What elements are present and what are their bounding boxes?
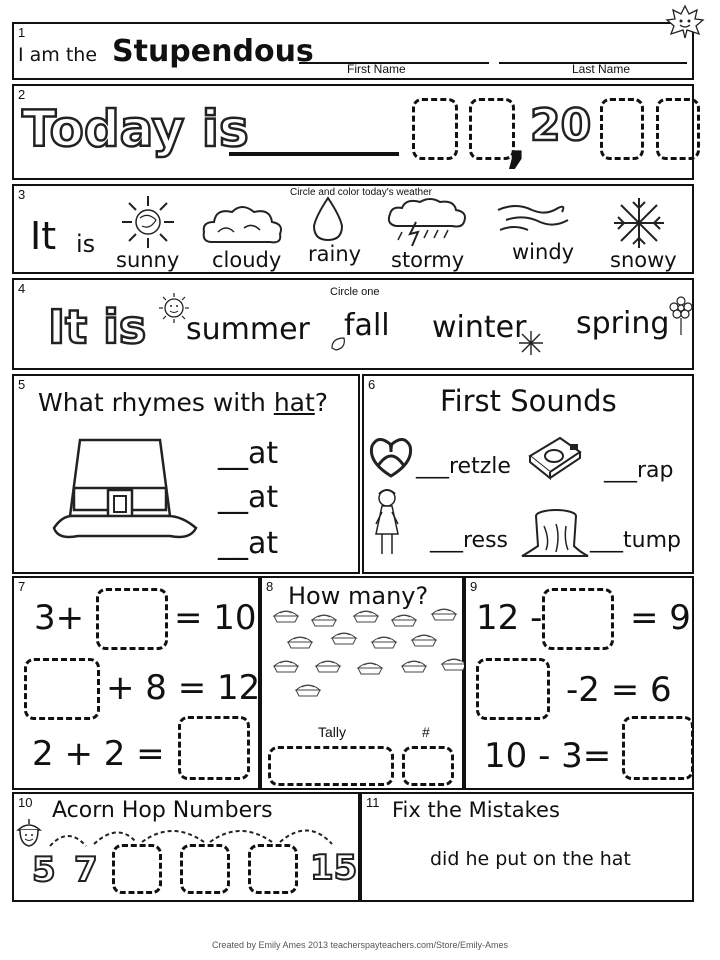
fix-mistakes-sentence[interactable]: did he put on the hat [430, 848, 631, 870]
season-instruction: Circle one [330, 286, 380, 298]
rhyme-question-suffix: ? [314, 388, 329, 417]
pie-icon [432, 609, 456, 620]
section-season [12, 278, 694, 370]
section-number: 6 [368, 377, 376, 392]
eq2-box[interactable] [24, 658, 100, 720]
pie-icon [402, 661, 426, 672]
pie-icon [354, 611, 378, 622]
eq6-box[interactable] [622, 716, 694, 780]
it-is-heading: It is [48, 300, 147, 354]
tally-label: Tally [318, 724, 347, 740]
season-fall[interactable]: fall [344, 308, 390, 343]
pie-icon [316, 661, 340, 672]
section-math-add [12, 576, 260, 790]
section-number: 7 [18, 579, 26, 594]
sun-icon [116, 194, 180, 250]
footer-credit: Created by Emily Ames 2013 teacherspayteachers.com/Store/Emily-Ames [211, 940, 509, 950]
small-snowflake-icon [518, 330, 544, 356]
pie-icon [274, 661, 298, 672]
year-box-1[interactable] [600, 98, 644, 160]
weather-snowy[interactable]: snowy [610, 248, 677, 272]
cloud-icon [200, 202, 284, 246]
weather-sunny[interactable]: sunny [116, 248, 180, 272]
year-prefix: 20 [530, 100, 592, 151]
pie-icon [274, 611, 298, 622]
weather-stormy[interactable]: stormy [391, 248, 465, 272]
hop-number-15: 15 [310, 848, 358, 888]
pie-icon [392, 615, 416, 626]
rhyme-target-word: hat [273, 388, 315, 417]
sound-blank-trap[interactable]: ___rap [604, 458, 674, 483]
first-sounds-title: First Sounds [440, 384, 617, 418]
eq4-box[interactable] [542, 588, 614, 650]
year-box-2[interactable] [656, 98, 700, 160]
pilgrim-hat-icon [50, 436, 200, 546]
section-how-many [260, 576, 464, 790]
eq5-box[interactable] [476, 658, 550, 720]
day-name-line[interactable] [229, 152, 399, 156]
small-leaf-icon [330, 336, 348, 352]
section-date [12, 84, 694, 180]
sound-blank-pretzel[interactable]: ___retzle [416, 454, 511, 479]
section-number: 4 [18, 281, 26, 296]
pie-icon [296, 685, 320, 696]
count-label: # [422, 724, 430, 740]
weather-cloudy[interactable]: cloudy [212, 248, 282, 272]
wind-icon [496, 200, 574, 234]
rhyme-blank-2[interactable]: __at [218, 480, 279, 515]
is-word: is [76, 230, 96, 258]
pie-icon [288, 637, 312, 648]
section-name [12, 22, 694, 80]
section-acorn-hop [12, 792, 360, 902]
sun-face-icon [158, 292, 190, 324]
eq3-box[interactable] [178, 716, 250, 780]
eq1-box[interactable] [96, 588, 168, 650]
hop-number-5: 5 [32, 850, 56, 890]
eq5-right: -2 = 6 [566, 670, 672, 710]
stupendous-word: Stupendous [112, 34, 314, 69]
tree-stump-icon [520, 506, 590, 558]
hop-number-7: 7 [74, 850, 98, 890]
fix-mistakes-title: Fix the Mistakes [392, 798, 560, 822]
section-number: 10 [18, 795, 33, 810]
pie-icon [358, 663, 382, 674]
eq2-right: + 8 = 12 [106, 668, 261, 708]
acorn-icon [14, 818, 44, 848]
pie-icon [412, 635, 436, 646]
rhyme-blank-1[interactable]: __at [218, 436, 279, 471]
section-number: 11 [366, 795, 380, 810]
today-is-heading: Today is [22, 100, 249, 158]
weather-rainy[interactable]: rainy [308, 242, 362, 266]
hop-arcs [14, 794, 362, 904]
sound-blank-dress[interactable]: ___ress [430, 528, 509, 553]
section-number: 1 [18, 25, 26, 40]
section-number: 5 [18, 377, 26, 392]
season-spring[interactable]: spring [576, 306, 670, 341]
section-number: 2 [18, 87, 26, 102]
date-comma: , [506, 110, 528, 175]
section-number: 3 [18, 187, 26, 202]
last-name-label: Last Name [572, 62, 631, 76]
leaf-icon [665, 4, 705, 40]
mousetrap-icon [526, 430, 584, 478]
season-summer[interactable]: summer [186, 312, 310, 347]
pie-icon [332, 633, 356, 644]
it-word: It [30, 214, 57, 258]
eq3-left: 2 + 2 = [32, 734, 165, 774]
rhyme-blank-3[interactable]: __at [218, 526, 279, 561]
rhyme-question [38, 388, 328, 417]
season-winter[interactable]: winter [432, 310, 527, 345]
pie-icon [442, 659, 466, 670]
how-many-title: How many? [288, 582, 429, 610]
pie-icon [372, 637, 396, 648]
section-math-subtract [464, 576, 694, 790]
raindrop-icon [310, 196, 346, 242]
pretzel-icon [364, 432, 418, 482]
name-prefix: I am the [18, 44, 98, 66]
weather-windy[interactable]: windy [512, 240, 575, 264]
eq4-right: = 9 [630, 598, 691, 638]
weather-instruction: Circle and color today's weather [290, 187, 432, 198]
section-number: 8 [266, 579, 274, 594]
first-name-label: First Name [347, 62, 406, 76]
month-box[interactable] [412, 98, 458, 160]
section-fix-mistakes [360, 792, 694, 902]
storm-cloud-icon [386, 196, 470, 250]
eq1-right: = 10 [174, 598, 257, 638]
section-number: 9 [470, 579, 478, 594]
sound-blank-stump[interactable]: ___tump [590, 528, 681, 553]
rhyme-question-prefix: What rhymes with [38, 388, 274, 417]
girl-dress-icon [372, 488, 402, 560]
eq1-left: 3+ [34, 598, 85, 638]
eq4-left: 12 - [476, 598, 543, 638]
section-weather [12, 184, 694, 274]
flower-icon [668, 296, 694, 336]
pie-icon [312, 615, 336, 626]
snowflake-icon [612, 196, 666, 250]
acorn-hop-title: Acorn Hop Numbers [52, 798, 273, 823]
eq6-left: 10 - 3= [484, 736, 612, 776]
pie-group [262, 578, 466, 792]
